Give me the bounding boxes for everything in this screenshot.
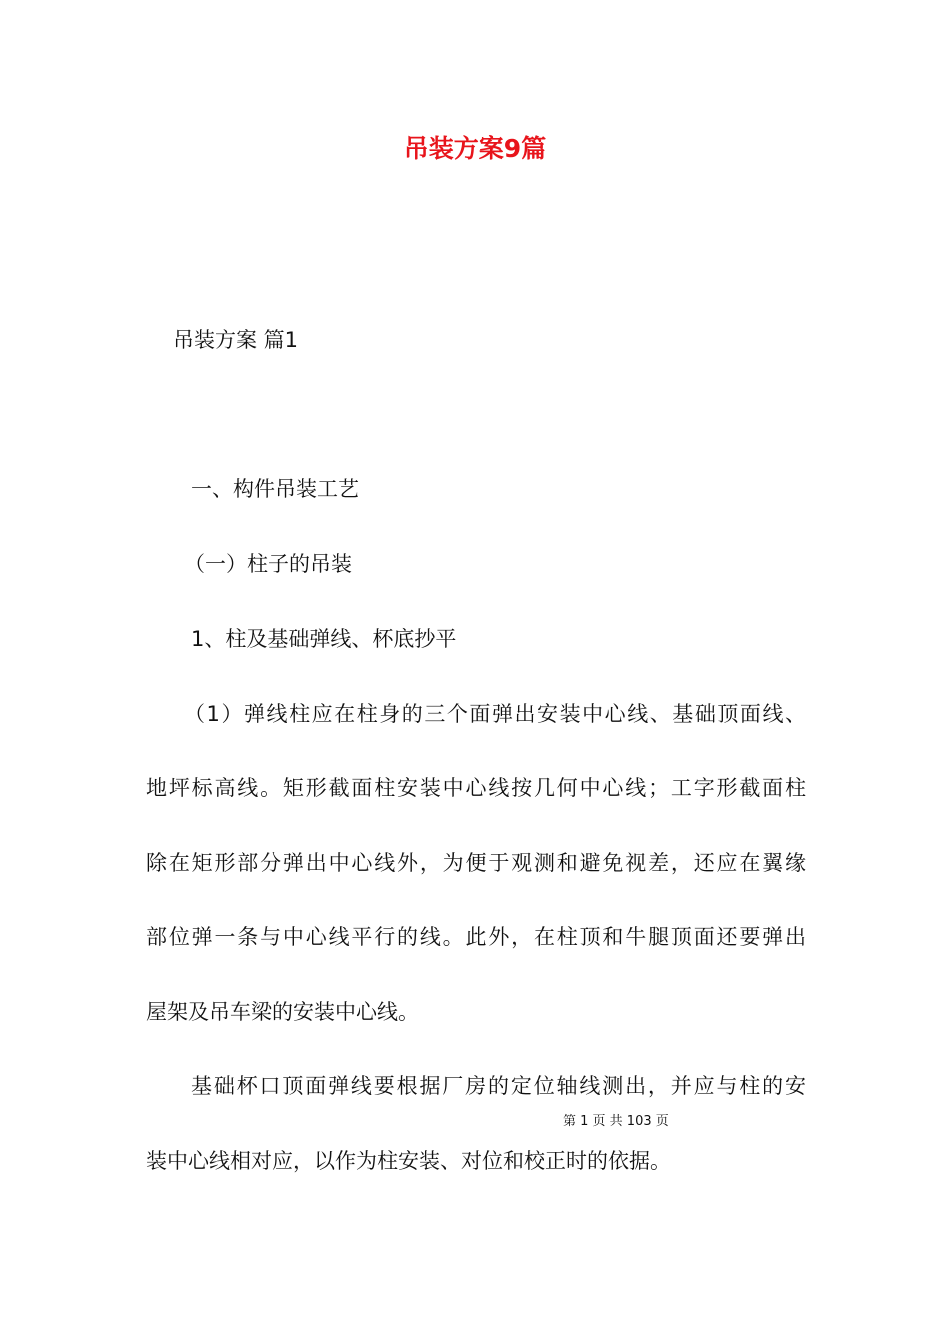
document-title: 吊装方案9篇 [403, 134, 547, 163]
paragraph-line: 基础杯口顶面弹线要根据厂房的定位轴线测出，并应与柱的安 [191, 1074, 806, 1098]
paragraph-line: 地坪标高线。矩形截面柱安装中心线按几何中心线；工字形截面柱 [146, 776, 806, 800]
paragraph-line: 部位弹一条与中心线平行的线。此外，在柱顶和牛腿顶面还要弹出 [146, 925, 806, 949]
paragraph-line: 除在矩形部分弹出中心线外，为便于观测和避免视差，还应在翼缘 [146, 851, 806, 875]
paragraph-line: （1）弹线柱应在柱身的三个面弹出安装中心线、基础顶面线、 [184, 702, 806, 726]
heading-component-hoisting: 一、构件吊装工艺 [191, 477, 359, 501]
section-heading: 吊装方案 篇1 [173, 328, 299, 352]
paragraph-line: 屋架及吊车梁的安装中心线。 [146, 1000, 419, 1024]
paragraph-line: 装中心线相对应，以作为柱安装、对位和校正时的依据。 [146, 1149, 671, 1173]
heading-column-marking: 1、柱及基础弹线、杯底抄平 [191, 627, 457, 651]
page-number-footer: 第 1 页 共 103 页 [563, 1114, 669, 1129]
heading-column-hoisting: （一）柱子的吊装 [184, 552, 352, 576]
